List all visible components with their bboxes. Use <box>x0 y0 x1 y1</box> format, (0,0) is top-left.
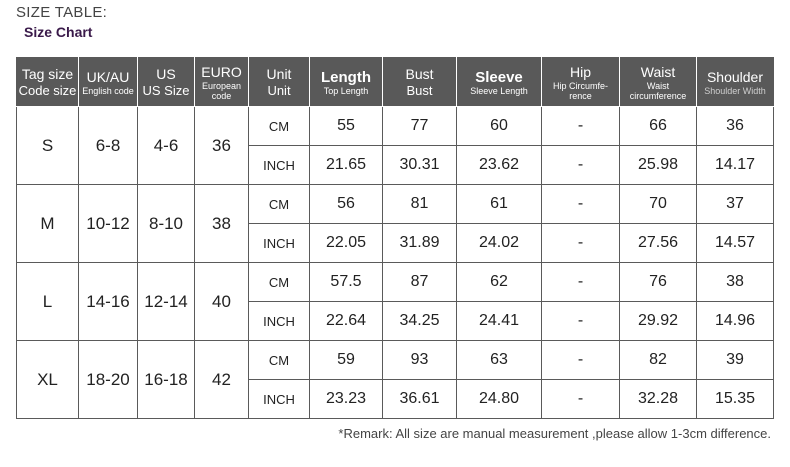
sleeve-cell: 23.62 <box>457 146 542 185</box>
hip-cell: - <box>542 224 620 263</box>
column-header-label: Unit <box>266 65 292 82</box>
table-row <box>17 263 774 302</box>
bust-cell: 31.89 <box>383 224 457 263</box>
column-header-sublabel: Waist circumference <box>629 80 687 101</box>
size-uk-cell: 6-8 <box>79 107 138 185</box>
size-euro-cell: 38 <box>195 185 249 263</box>
sleeve-cell: 61 <box>457 185 542 224</box>
column-header-sublabel: Bust <box>406 82 433 98</box>
size-euro-cell: 36 <box>195 107 249 185</box>
hip-cell: - <box>542 341 620 380</box>
sleeve-cell: 24.41 <box>457 302 542 341</box>
column-header-label: Hip <box>569 63 591 80</box>
column-header-unit <box>249 58 310 107</box>
length-cell: 22.05 <box>310 224 383 263</box>
size-uk-cell: 14-16 <box>79 263 138 341</box>
length-cell: 57.5 <box>310 263 383 302</box>
column-header-sublabel: Hip Circumfe-rence <box>552 80 608 101</box>
column-header-sublabel: Code size <box>18 82 77 98</box>
length-cell: 59 <box>310 341 383 380</box>
column-header-label: Tag size <box>21 65 74 82</box>
size-chart-title: Size Chart <box>24 24 93 40</box>
column-header-label: Waist <box>640 63 676 80</box>
size-us-cell: 16-18 <box>138 341 195 419</box>
shoulder-cell: 14.96 <box>697 302 774 341</box>
size-tag-cell: M <box>17 185 79 263</box>
size-uk-cell: 18-20 <box>79 341 138 419</box>
column-header-bust <box>383 58 457 107</box>
column-header-sublabel: Top Length <box>323 85 369 96</box>
size-tag-cell: L <box>17 263 79 341</box>
unit-cell: CM <box>249 263 310 302</box>
column-header-hip <box>542 58 620 107</box>
size-tag-cell: S <box>17 107 79 185</box>
column-header-label: Length <box>321 68 371 86</box>
size-us-cell: 4-6 <box>138 107 195 185</box>
column-header-label: US <box>156 65 176 82</box>
hip-cell: - <box>542 380 620 419</box>
shoulder-cell: 14.17 <box>697 146 774 185</box>
length-cell: 21.65 <box>310 146 383 185</box>
waist-cell: 32.28 <box>620 380 697 419</box>
waist-cell: 25.98 <box>620 146 697 185</box>
unit-cell: INCH <box>249 302 310 341</box>
column-header-sublabel: Unit <box>267 82 291 98</box>
sleeve-cell: 24.02 <box>457 224 542 263</box>
size-table <box>16 57 774 419</box>
column-header-sublabel: Sleeve Length <box>470 85 528 96</box>
column-header-label: Bust <box>405 65 434 82</box>
column-header-label: UK/AU <box>86 68 130 85</box>
column-header-shoulder <box>697 58 774 107</box>
waist-cell: 82 <box>620 341 697 380</box>
table-row <box>17 107 774 146</box>
length-cell: 23.23 <box>310 380 383 419</box>
column-header-label: EURO <box>201 63 242 80</box>
bust-cell: 34.25 <box>383 302 457 341</box>
column-header-label: Shoulder <box>706 68 764 85</box>
size-us-cell: 8-10 <box>138 185 195 263</box>
remark-note: *Remark: All size are manual measurement ,please allow 1-3cm difference. <box>338 426 771 441</box>
length-cell: 55 <box>310 107 383 146</box>
waist-cell: 29.92 <box>620 302 697 341</box>
sleeve-cell: 62 <box>457 263 542 302</box>
length-cell: 22.64 <box>310 302 383 341</box>
shoulder-cell: 14.57 <box>697 224 774 263</box>
bust-cell: 81 <box>383 185 457 224</box>
column-header-sublabel: European code <box>201 80 242 101</box>
column-header-euro <box>195 58 249 107</box>
length-cell: 56 <box>310 185 383 224</box>
shoulder-cell: 36 <box>697 107 774 146</box>
unit-cell: CM <box>249 341 310 380</box>
column-header-uk-au <box>79 58 138 107</box>
unit-cell: INCH <box>249 146 310 185</box>
shoulder-cell: 15.35 <box>697 380 774 419</box>
shoulder-cell: 39 <box>697 341 774 380</box>
waist-cell: 70 <box>620 185 697 224</box>
column-header-label: Sleeve <box>475 68 523 86</box>
size-us-cell: 12-14 <box>138 263 195 341</box>
bust-cell: 87 <box>383 263 457 302</box>
unit-cell: INCH <box>249 224 310 263</box>
page-heading: SIZE TABLE: <box>16 4 108 21</box>
bust-cell: 77 <box>383 107 457 146</box>
hip-cell: - <box>542 302 620 341</box>
waist-cell: 27.56 <box>620 224 697 263</box>
hip-cell: - <box>542 146 620 185</box>
column-header-sublabel: English code <box>82 85 134 96</box>
size-euro-cell: 42 <box>195 341 249 419</box>
column-header-sublabel: US Size <box>142 82 190 98</box>
column-header-length <box>310 58 383 107</box>
sleeve-cell: 63 <box>457 341 542 380</box>
sleeve-cell: 24.80 <box>457 380 542 419</box>
column-header-sleeve <box>457 58 542 107</box>
table-row <box>17 341 774 380</box>
waist-cell: 66 <box>620 107 697 146</box>
column-header-waist <box>620 58 697 107</box>
column-header-us <box>138 58 195 107</box>
sleeve-cell: 60 <box>457 107 542 146</box>
size-tag-cell: XL <box>17 341 79 419</box>
shoulder-cell: 37 <box>697 185 774 224</box>
hip-cell: - <box>542 107 620 146</box>
table-header <box>17 58 774 107</box>
unit-cell: CM <box>249 107 310 146</box>
bust-cell: 93 <box>383 341 457 380</box>
hip-cell: - <box>542 185 620 224</box>
column-header-tag-size <box>17 58 79 107</box>
size-uk-cell: 10-12 <box>79 185 138 263</box>
shoulder-cell: 38 <box>697 263 774 302</box>
hip-cell: - <box>542 263 620 302</box>
bust-cell: 36.61 <box>383 380 457 419</box>
table-body <box>17 107 774 419</box>
column-header-sublabel: Shoulder Width <box>704 85 766 96</box>
table-row <box>17 185 774 224</box>
unit-cell: CM <box>249 185 310 224</box>
bust-cell: 30.31 <box>383 146 457 185</box>
size-euro-cell: 40 <box>195 263 249 341</box>
waist-cell: 76 <box>620 263 697 302</box>
unit-cell: INCH <box>249 380 310 419</box>
